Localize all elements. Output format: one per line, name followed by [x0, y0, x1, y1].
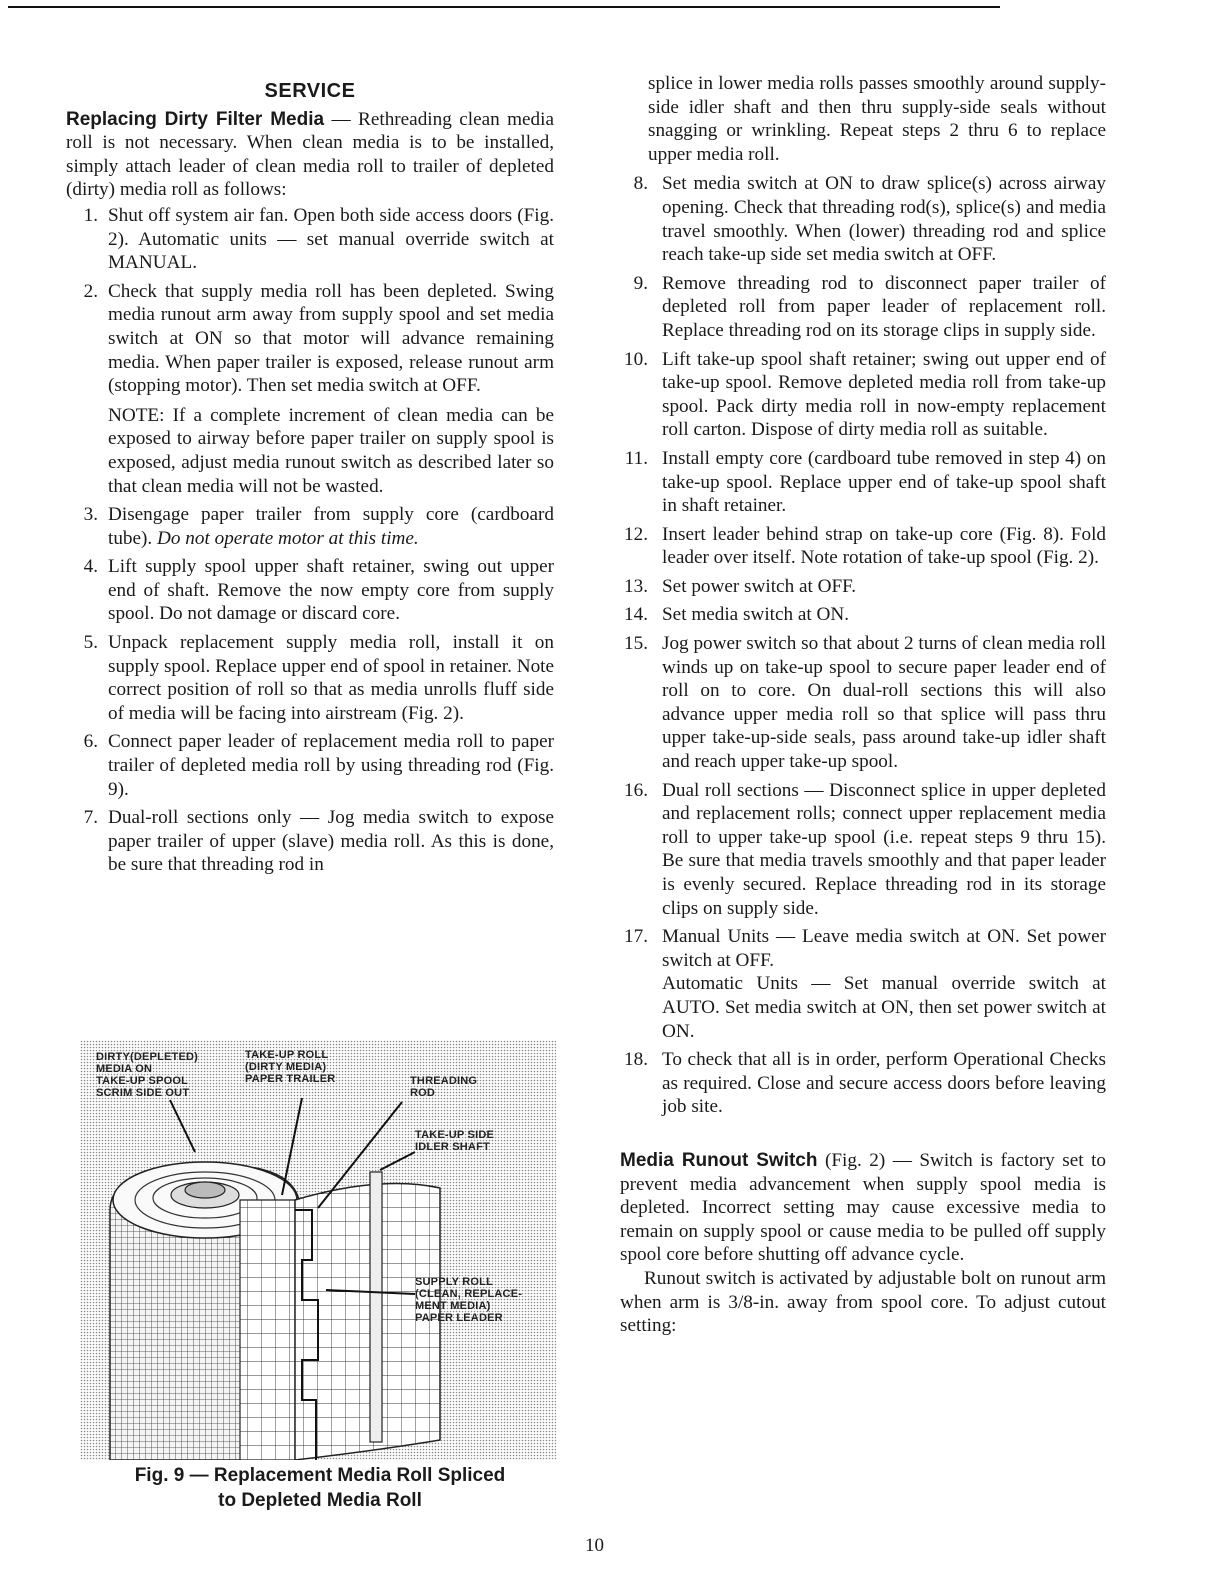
- svg-text:PAPER TRAILER: PAPER TRAILER: [245, 1073, 336, 1085]
- svg-text:(CLEAN, REPLACE-: (CLEAN, REPLACE-: [415, 1288, 523, 1300]
- step-5: 5. Unpack replacement supply media roll, install it on supply spool. Replace upper end of spool in retainer. Note correct position of roll so that as media unrolls fluff side of media will be facing into airstream (Fig. 2).: [83, 632, 555, 724]
- svg-text:PAPER LEADER: PAPER LEADER: [415, 1312, 503, 1324]
- runout-text: (Fig. 2) — Switch is factory set to prevent media advancement when supply spool media is depleted. Incorrect setting may cause excessive media to remain on supply spool or cause media to be pulled off supply spool core before shutting off advance cycle.: [620, 1149, 1106, 1266]
- step-12: 12. Insert leader behind strap on take-up core (Fig. 8). Fold leader over itself. Note rotation of take-up spool (Fig. 2).: [624, 523, 1106, 569]
- svg-text:DIRTY(DEPLETED): DIRTY(DEPLETED): [96, 1051, 198, 1063]
- step-10: 10. Lift take-up spool shaft retainer; swing out upper end of take-up spool. Remove depleted media roll from take-up spool. Pack dirty media roll in now-empty replacement roll carton. Dispose of dirty media roll as suitable.: [624, 348, 1106, 441]
- page-number: 10: [585, 1535, 604, 1556]
- figure-caption: Fig. 9 — Replacement Media Roll Spliced to Depleted Media Roll: [134, 1465, 506, 1511]
- step-1: 1. Shut off system air fan. Open both side access doors (Fig. 2). Automatic units — set manual override switch at MANUAL.: [83, 204, 554, 274]
- svg-text:MENT MEDIA): MENT MEDIA): [415, 1300, 491, 1312]
- svg-text:TAKE-UP SPOOL: TAKE-UP SPOOL: [96, 1075, 189, 1087]
- step-14: 14. Set media switch at ON.: [624, 604, 850, 626]
- steps-list-left: [66, 204, 554, 877]
- step-11: 11. Install empty core (cardboard tube removed in step 4) on take-up spool. Replace upper end of take-up spool shaft in shaft retainer.: [624, 447, 1106, 517]
- step-6: 6. Connect paper leader of replacement media roll to paper trailer of depleted media roll by using threading rod (Fig. 9).: [83, 731, 554, 800]
- step-17: 17. Manual Units — Leave media switch at ON. Set power switch at OFF. Automatic Units — Set manual override switch at AUTO. Set media switch at ON, then set power switch at ON.: [624, 926, 1106, 1042]
- step-13: 13. Set power switch at OFF.: [624, 575, 857, 597]
- steps-list-right: [620, 172, 1106, 1119]
- step-2: 2. Check that supply media roll has been depleted. Swing media runout arm away from supply spool and set media switch at ON so that motor will advance remaining media. When paper trailer is exposed, release runout arm (stopping motor). Then set media switch at OFF. NOTE: If a complete increment of clean media can be exposed to airway before paper trailer on supply spool is exposed, adjust media runout switch as described later so that clean media will not be wasted.: [83, 280, 554, 497]
- continuation-paragraph: splice in lower media rolls passes smoothly around supply-side idler shaft and then thru supply-side seals without snagging or wrinkling. Repeat steps 2 thru 6 to replace upper media roll.: [648, 73, 1106, 165]
- svg-text:(DIRTY MEDIA): (DIRTY MEDIA): [245, 1061, 327, 1073]
- step-4: 4. Lift supply spool upper shaft retainer, swing out upper end of shaft. Remove the now empty core from supply spool. Do not damage or discard core.: [83, 556, 554, 625]
- runout-title: Media Runout Switch: [620, 1149, 818, 1171]
- intro-title: Replacing Dirty Filter Media: [66, 108, 325, 130]
- svg-text:TAKE-UP ROLL: TAKE-UP ROLL: [245, 1049, 329, 1061]
- runout-paragraph: [620, 1149, 1106, 1267]
- svg-text:IDLER SHAFT: IDLER SHAFT: [415, 1141, 490, 1153]
- figure-9-illustration: [80, 1040, 556, 1460]
- section-title: SERVICE: [264, 80, 356, 102]
- svg-text:ROD: ROD: [410, 1087, 436, 1099]
- left-column: [66, 72, 554, 882]
- svg-text:SCRIM SIDE OUT: SCRIM SIDE OUT: [96, 1087, 190, 1099]
- top-rule: [8, 6, 1000, 8]
- svg-text:TAKE-UP SIDE: TAKE-UP SIDE: [415, 1129, 495, 1141]
- intro-text: — Rethreading clean media roll is not necessary. When clean media is to be installed, simply attach leader of clean media roll to trailer of depleted (dirty) media roll as follows:: [66, 108, 554, 201]
- svg-text:THREADING: THREADING: [410, 1075, 478, 1087]
- step-18: 18. To check that all is in order, perform Operational Checks as required. Close and secure access doors before leaving job site.: [624, 1049, 1106, 1118]
- step-3: 3. Disengage paper trailer from supply core (cardboard tube). Do not operate motor at this time.: [83, 504, 554, 549]
- runout-paragraph-2: Runout switch is activated by adjustable bolt on runout arm when arm is 3/8-in. away from spool core. To adjust cutout setting:: [620, 1267, 1106, 1337]
- step-9: 9. Remove threading rod to disconnect paper trailer of depleted roll from paper leader of replacement roll. Replace threading rod on its storage clips in supply side.: [633, 272, 1106, 341]
- paper-strip: [240, 1200, 295, 1460]
- note-paragraph: NOTE: If a complete increment of clean media can be exposed to airway before paper trailer on supply spool is exposed, adjust media runout switch as described later so that clean media will not be wasted.: [108, 404, 554, 497]
- step-16: 16. Dual roll sections — Disconnect splice in upper depleted and replacement rolls; connect upper replacement media roll to upper take-up spool (i.e. repeat steps 9 thru 15). Be sure that media travels smoothly and that paper leader is evenly secured. Replace threading rod in its storage clips on supply side.: [624, 779, 1106, 919]
- svg-text:SUPPLY ROLL: SUPPLY ROLL: [415, 1276, 493, 1288]
- svg-text:MEDIA ON: MEDIA ON: [96, 1063, 153, 1075]
- right-column: [620, 72, 1106, 1338]
- step-7: 7. Dual-roll sections only — Jog media switch to expose paper trailer of upper (slave) media roll. As this is done, be sure that threading rod in: [83, 807, 554, 876]
- step-8: 8. Set media switch at ON to draw splice(s) across airway opening. Check that threading rod(s), splice(s) and media travel smoothly. When (lower) threading rod and splice reach take-up side set media switch at OFF.: [633, 173, 1106, 266]
- intro-paragraph: [66, 108, 554, 202]
- threading-rod: [370, 1172, 382, 1442]
- step-15: 15. Jog power switch so that about 2 turns of clean media roll winds up on take-up spool to secure paper leader end of roll on to core. On dual-roll sections this will also advance upper media roll so that splice will pass thru upper take-up-side seals, pass around take-up idler shaft and reach upper take-up spool.: [624, 633, 1106, 773]
